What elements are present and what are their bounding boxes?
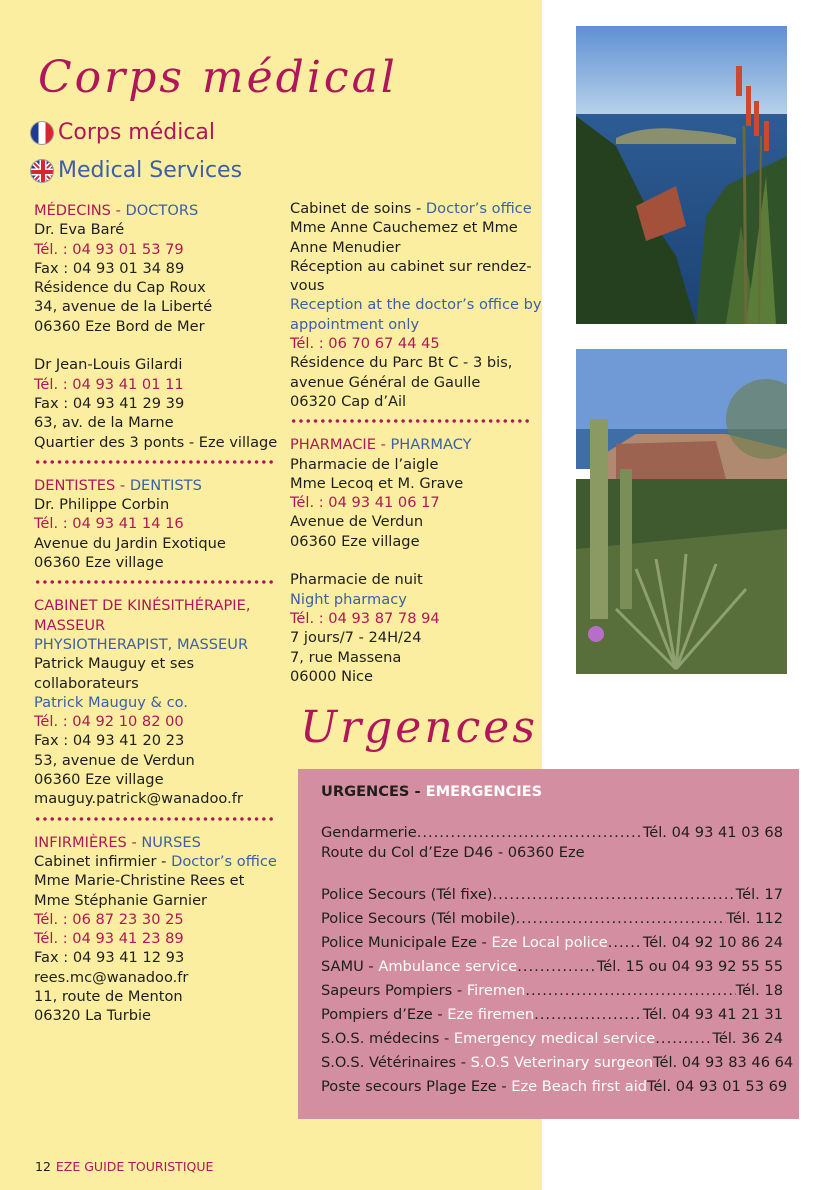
service-name: Pompiers d’Eze - <box>321 1006 448 1024</box>
medecins-heading: MÉDECINS - DOCTORS <box>34 202 199 219</box>
urgences-box <box>298 769 799 1119</box>
service-name-en: Eze Beach first aid <box>511 1078 648 1096</box>
practitioner-name: Patrick Mauguy et ses <box>34 655 195 673</box>
page-title: Corps médical <box>38 52 398 103</box>
urgences-row <box>321 1051 794 1075</box>
left-column <box>34 201 277 1026</box>
service-name: SAMU - <box>321 957 379 975</box>
cactus-garden-photo <box>576 349 787 674</box>
fax-number: Fax : 04 93 41 29 39 <box>34 394 185 412</box>
service-name-en: Eze Local police <box>491 933 608 951</box>
opening-hours: 7 jours/7 - 24H/24 <box>290 629 422 647</box>
address-line: 06360 Eze village <box>34 554 164 572</box>
urgences-row <box>321 1075 788 1099</box>
practitioner-name-en: Patrick Mauguy & co. <box>34 693 188 711</box>
service-name: Poste secours Plage Eze - <box>321 1078 512 1096</box>
phone-number[interactable]: Tél. 04 93 83 46 64 <box>653 1054 794 1072</box>
phone-number[interactable]: Tél. 17 <box>735 885 783 903</box>
address-line: 06360 Eze village <box>290 532 420 550</box>
service-name-en: Firemen <box>466 981 526 999</box>
kine-heading-en: PHYSIOTHERAPIST, MASSEUR <box>34 635 249 653</box>
address-line: 11, route de Menton <box>34 987 183 1005</box>
dentist-name: Dr. Philippe Corbin <box>34 496 170 514</box>
urgences-row <box>321 1027 783 1051</box>
phone-number[interactable]: Tél. : 04 93 41 01 11 <box>34 375 184 393</box>
gendarmerie-address: Route du Col d’Eze D46 - 06360 Eze <box>321 844 585 862</box>
phone-number[interactable]: Tél. : 04 92 10 82 00 <box>34 713 184 731</box>
fax-number: Fax : 04 93 01 34 89 <box>34 259 185 277</box>
kine-heading: MASSEUR <box>34 616 106 634</box>
french-flag-icon <box>30 121 54 145</box>
dot-leader <box>517 958 597 975</box>
urgences-row <box>321 906 783 930</box>
pharmacy-name: Pharmacie de l’aigle <box>290 455 439 473</box>
address-line: Résidence du Parc Bt C - 3 bis, <box>290 354 513 372</box>
middle-column <box>290 199 542 686</box>
service-name: Police Municipale Eze - <box>321 933 492 951</box>
address-line: Résidence du Cap Roux <box>34 279 206 297</box>
dotted-divider <box>34 816 274 822</box>
uk-flag-icon <box>30 159 54 183</box>
pharmacie-heading: PHARMACIE - PHARMACY <box>290 436 472 454</box>
gendarmerie-entry <box>321 820 783 863</box>
dot-leader <box>493 886 736 903</box>
service-name: S.O.S. Vétérinaires - <box>321 1054 471 1072</box>
lang-line-en <box>30 158 242 183</box>
address-line: 34, avenue de la Liberté <box>34 298 213 316</box>
kine-heading: CABINET DE KINÉSITHÉRAPIE, <box>34 597 251 615</box>
service-name: Police Secours (Tél fixe) <box>321 885 493 903</box>
urgences-row <box>321 930 783 954</box>
phone-number[interactable]: Tél. : 04 93 41 23 89 <box>34 930 184 948</box>
phone-number[interactable]: Tél. : 06 87 23 30 25 <box>34 910 184 928</box>
address-line: 7, rue Massena <box>290 648 402 666</box>
phone-number[interactable]: Tél. : 04 93 41 06 17 <box>290 494 440 512</box>
phone-number[interactable]: Tél. : 04 93 87 78 94 <box>290 609 440 627</box>
infirmieres-heading: INFIRMIÈRES - NURSES <box>34 833 201 851</box>
address-line: 53, avenue de Verdun <box>34 751 195 769</box>
phone-number[interactable]: Tél. 15 ou 04 93 92 55 55 <box>596 957 783 975</box>
address-line: 06360 Eze village <box>34 771 164 789</box>
night-pharmacy: Pharmacie de nuit <box>290 571 423 589</box>
address-line: 06320 La Turbie <box>34 1007 152 1025</box>
address-line: 63, av. de la Marne <box>34 414 174 432</box>
practitioner-name: collaborateurs <box>34 674 139 692</box>
phone-number[interactable]: Tél. 04 93 41 03 68 <box>642 823 783 841</box>
service-name-en: Eze firemen <box>447 1006 535 1024</box>
lang-line-fr <box>30 120 215 145</box>
appointment-note: vous <box>290 277 325 295</box>
service-name: Sapeurs Pompiers - <box>321 981 467 999</box>
urgences-row: Gendarmerie ..... Tél. 04 93 41 03 68 <box>321 820 783 844</box>
phone-number[interactable]: Tél. 04 93 41 21 31 <box>642 1006 783 1024</box>
lang-fr-label: Corps médical <box>58 120 216 145</box>
dotted-divider <box>34 579 274 585</box>
service-name-en: Emergency medical service <box>453 1030 656 1048</box>
phone-number[interactable]: Tél. 112 <box>726 909 783 927</box>
email-address[interactable]: mauguy.patrick@wanadoo.fr <box>34 790 243 808</box>
nurse-name: Mme Stéphanie Garnier <box>34 891 208 909</box>
address-line: 06320 Cap d’Ail <box>290 392 407 410</box>
dot-leader <box>608 934 643 951</box>
phone-number[interactable]: Tél. 04 93 01 53 69 <box>647 1078 788 1096</box>
doctor-name: Dr Jean-Louis Gilardi <box>34 356 183 374</box>
urgences-row <box>321 954 783 978</box>
service-name: Police Secours (Tél mobile) <box>321 909 516 927</box>
office-type: Cabinet infirmier - Doctor’s office <box>34 852 277 870</box>
dentistes-heading: DENTISTES - DENTISTS <box>34 476 202 494</box>
dotted-divider <box>34 459 274 465</box>
appointment-note: Réception au cabinet sur rendez- <box>290 257 532 275</box>
service-name-en: S.O.S Veterinary surgeon <box>470 1054 654 1072</box>
dot-leader <box>655 1030 712 1047</box>
address-line: Avenue du Jardin Exotique <box>34 534 226 552</box>
appointment-note-en: Reception at the doctor’s office by <box>290 296 542 314</box>
address-line: Quartier des 3 ponts - Eze village <box>34 433 278 451</box>
page-number: 12 <box>35 1159 51 1174</box>
phone-number[interactable]: Tél. : 04 93 41 14 16 <box>34 515 184 533</box>
address-line: 06360 Eze Bord de Mer <box>34 317 205 335</box>
practitioner-name: Mme Anne Cauchemez et Mme <box>290 219 518 237</box>
address-line: avenue Général de Gaulle <box>290 373 481 391</box>
dot-leader <box>417 824 643 841</box>
address-line: 06000 Nice <box>290 667 374 685</box>
fax-number: Fax : 04 93 41 12 93 <box>34 949 185 967</box>
phone-number[interactable]: Tél. 36 24 <box>712 1030 783 1048</box>
footer-label: EZE GUIDE TOURISTIQUE <box>55 1159 214 1174</box>
email-address[interactable]: rees.mc@wanadoo.fr <box>34 968 189 986</box>
appointment-note-en: appointment only <box>290 315 420 333</box>
page-footer <box>35 1159 213 1174</box>
nurse-name: Mme Marie-Christine Rees et <box>34 872 245 890</box>
dot-leader <box>534 1006 643 1023</box>
night-pharmacy-en: Night pharmacy <box>290 590 407 608</box>
office-type: Cabinet de soins - Doctor’s office <box>290 200 532 217</box>
urgences-row <box>321 882 783 906</box>
phone-number[interactable]: Tél. 18 <box>735 981 783 999</box>
fax-number: Fax : 04 93 41 20 23 <box>34 732 185 750</box>
service-name: S.O.S. médecins - <box>321 1030 454 1048</box>
address-line: Avenue de Verdun <box>290 513 424 531</box>
service-name-en: Ambulance service <box>378 957 518 975</box>
urgences-heading: URGENCES - EMERGENCIES <box>321 783 543 800</box>
dot-leader <box>525 982 735 999</box>
phone-number[interactable]: Tél. 04 92 10 86 24 <box>642 933 783 951</box>
doctor-name: Dr. Eva Baré <box>34 221 125 239</box>
urgences-row <box>321 978 783 1002</box>
urgences-title: Urgences <box>300 702 538 753</box>
dot-leader <box>516 910 727 927</box>
pharmacy-owners: Mme Lecoq et M. Grave <box>290 474 464 492</box>
dotted-divider <box>290 418 530 424</box>
urgences-list <box>321 882 794 1099</box>
phone-number[interactable]: Tél. : 06 70 67 44 45 <box>290 335 440 353</box>
coastline-photo <box>576 26 787 324</box>
urgences-row <box>321 1002 783 1026</box>
phone-number[interactable]: Tél. : 04 93 01 53 79 <box>34 240 184 258</box>
lang-en-label: Medical Services <box>58 158 243 183</box>
practitioner-name: Anne Menudier <box>290 238 401 256</box>
